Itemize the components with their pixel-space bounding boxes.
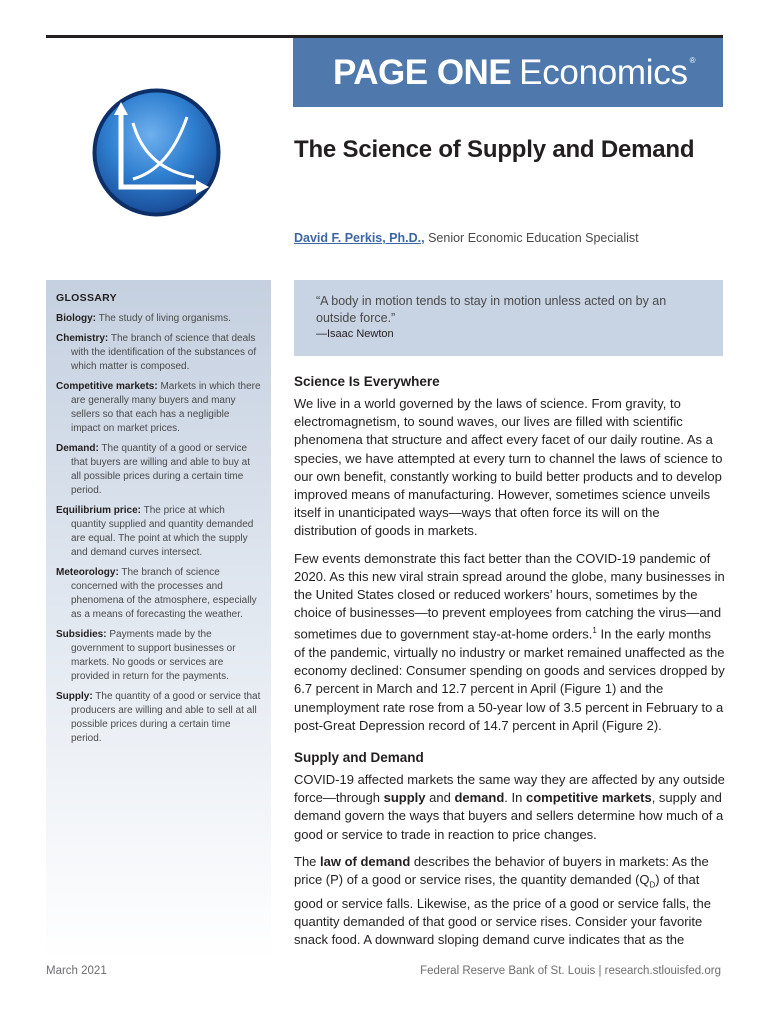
paragraph-text: COVID-19 affected markets the same way they are affected by any outside force—through xyxy=(294,771,725,806)
paragraph-text: The xyxy=(294,853,321,869)
glossary-entry xyxy=(56,628,261,684)
supply-demand-logo-icon xyxy=(91,87,222,218)
glossary-sidebar xyxy=(46,280,271,960)
pull-quote xyxy=(294,280,723,356)
glossary-entry xyxy=(56,442,261,498)
banner-light: Economics xyxy=(519,52,688,92)
paragraph xyxy=(294,771,725,844)
glossary-heading: GLOSSARY xyxy=(56,292,117,304)
glossary-definition: The branch of science that deals with the identification of the substances of which matter is composed. xyxy=(71,333,257,372)
quote-text: “A body in motion tends to stay in motion unless acted on by an outside force.” xyxy=(316,294,667,325)
glossary-definition: Payments made by the government to support businesses or markets. No goods or services are provided in return for the payments. xyxy=(71,629,236,682)
paragraph-text: . In xyxy=(504,790,526,806)
series-banner xyxy=(293,38,723,107)
glossary-term: Competitive markets: xyxy=(56,381,158,392)
glossary-term: Subsidies: xyxy=(56,629,107,640)
glossary-entry xyxy=(56,566,261,622)
author-role: Senior Economic Education Specialist xyxy=(424,231,639,245)
banner-registered-mark: ® xyxy=(689,56,696,65)
glossary-term: Supply: xyxy=(56,691,93,702)
subscript-d: D xyxy=(649,880,656,890)
glossary-definition: The quantity of a good or service that buyers are willing and able to buy at all possible prices during a certain time period. xyxy=(71,443,250,496)
paragraph-text: ) of that good or service falls. Likewise, as the price of a good or service falls, the quantity demanded of that good or service rises. Consider your favorite snack food. A downward sloping demand curve indicates that as the xyxy=(294,872,711,948)
glossary-entry xyxy=(56,312,261,326)
glossary-term: Chemistry: xyxy=(56,333,109,344)
footnote-ref[interactable]: 1 xyxy=(592,626,597,636)
glossary-term: Meteorology: xyxy=(56,567,119,578)
paragraph: We live in a world governed by the laws of science. From gravity, to electromagnetism, to sound waves, our lives are filled with scientific phenomena that structure and affect every facet of our daily routine. As a species, we have attempted at every turn to channel the laws of science to our own benefit, constantly working to build better products and to develop improved means of manufacturing. However, sometimes science unveils itself in unanticipated ways—ways that often force its will on the distribution of goods in markets. xyxy=(294,396,723,539)
glossary-entry xyxy=(56,690,261,746)
author-link[interactable]: David F. Perkis, Ph.D., xyxy=(294,231,425,245)
banner-bold: PAGE ONE xyxy=(333,52,512,92)
paragraph-text: describes the behavior of buyers in markets: As the price (P) of a good or service rises, the quantity demanded (Q xyxy=(294,853,709,887)
paragraph xyxy=(294,550,725,735)
footer-date: March 2021 xyxy=(46,965,107,977)
glossary-entry xyxy=(56,380,261,436)
term-competitive-markets: competitive markets xyxy=(525,790,652,806)
section-heading: Science Is Everywhere xyxy=(294,374,440,389)
term-supply: supply xyxy=(383,790,426,806)
paragraph-text: Few events demonstrate this fact better than the COVID-19 pandemic of 2020. As this new viral strain spread around the globe, many businesses in the United States closed or reduced workers’ hours, sometimes by the choice of businesses—to prevent employees from catching the virus—and sometimes due to government stay-at-home orders. xyxy=(294,550,725,642)
glossary-term: Demand: xyxy=(56,443,99,454)
article-body xyxy=(294,374,725,958)
glossary-definition: The price at which quantity supplied and quantity demanded are equal. The point at which the supply and demand curves intersect. xyxy=(71,505,254,558)
glossary-term: Biology: xyxy=(56,313,96,324)
glossary-definition: Markets in which there are generally many buyers and many sellers so that each has a negligible impact on market prices. xyxy=(71,381,261,434)
glossary-definition: The quantity of a good or service that producers are willing and able to sell at all possible prices during a certain time period. xyxy=(71,691,261,744)
glossary-definition: The branch of science concerned with the processes and phenomena of the atmosphere, especially as a means of forecasting the weather. xyxy=(71,567,257,620)
quote-attribution: —Isaac Newton xyxy=(316,328,394,340)
byline xyxy=(294,231,639,245)
paragraph-text: and xyxy=(425,790,455,806)
paragraph-text: In the early months of the pandemic, virtually no industry or market remained unaffected as the economy declined: Consumer spending on goods and services dropped by 6.7 percent in March and 12.7 percent in April (Figure 1) and the unemployment rate rose from a 50-year low of 3.5 percent in February to a post-Great Depression record of 14.7 percent in April (Figure 2). xyxy=(294,626,725,733)
term-law-of-demand: law of demand xyxy=(320,853,411,869)
paragraph xyxy=(294,853,725,950)
glossary-entry xyxy=(56,504,261,560)
paragraph-text: , supply and demand govern the ways that buyers and sellers determine how much of a good or service to trade in reaction to price changes. xyxy=(294,790,724,842)
term-demand: demand xyxy=(454,790,505,806)
page-title: The Science of Supply and Demand xyxy=(294,136,695,163)
glossary-term: Equilibrium price: xyxy=(56,505,142,516)
glossary-entry xyxy=(56,332,261,374)
section-heading: Supply and Demand xyxy=(294,749,424,765)
glossary-definition: The study of living organisms. xyxy=(96,313,231,324)
footer-org: Federal Reserve Bank of St. Louis | research.stlouisfed.org xyxy=(420,965,721,977)
